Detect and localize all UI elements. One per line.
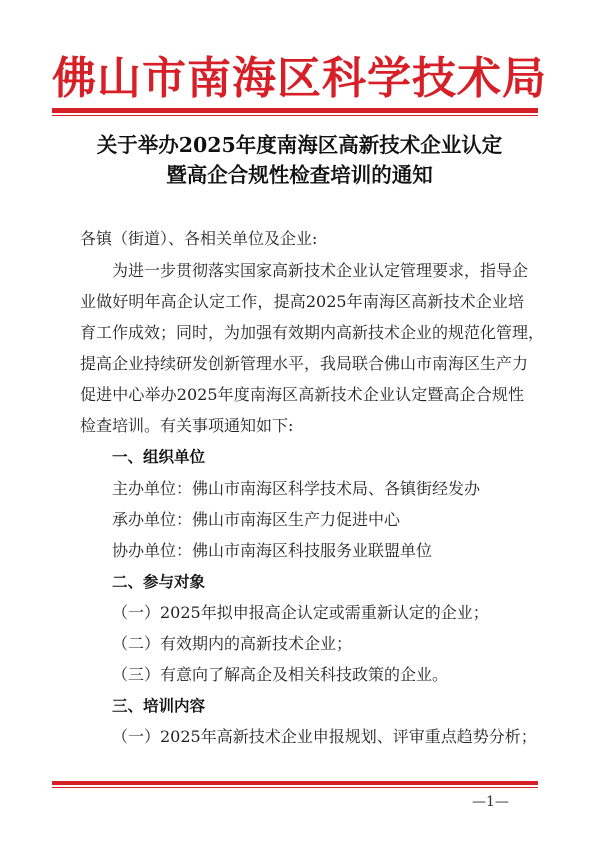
intro-line: 提高企业持续研发创新管理水平，我局联合佛山市南海区生产力: [80, 354, 529, 373]
section-heading-organizers: 一、组织单位: [112, 448, 206, 466]
notice-title-line-1: 关于举办2025年度南海区高新技术企业认定: [96, 133, 503, 157]
intro-line: 检查培训。有关事项通知如下:: [80, 416, 294, 435]
section-heading-participants: 二、参与对象: [112, 573, 206, 591]
footer-rule-thick: [52, 781, 538, 785]
notice-title-line-2: 暨高企合规性检查培训的通知: [166, 163, 433, 187]
section-heading-content: 三、培训内容: [112, 697, 206, 715]
content-item: （一）2025年高新技术企业申报规划、评审重点趋势分析；: [112, 727, 537, 746]
organizer-item: 协办单位：佛山市南海区科技服务业联盟单位: [112, 541, 433, 560]
intro-line: 业做好明年高企认定工作，提高2025年南海区高新技术企业培: [80, 292, 524, 311]
organizer-item: 主办单位：佛山市南海区科学技术局、各镇街经发办: [112, 479, 481, 498]
salutation: 各镇（街道）、各相关单位及企业:: [80, 229, 318, 248]
masthead-rule-thick: [52, 108, 538, 113]
masthead-title: 佛山市南海区科学技术局: [52, 53, 547, 104]
intro-line: 促进中心举办2025年度南海区高新技术企业认定暨高企合规性: [80, 385, 524, 404]
participant-item: （三）有意向了解高企及相关科技政策的企业。: [112, 665, 449, 684]
participant-item: （一）2025年拟申报高企认定或需重新认定的企业；: [112, 603, 489, 622]
intro-line: 为进一步贯彻落实国家高新技术企业认定管理要求，指导企: [112, 261, 529, 280]
page-number: —1—: [472, 794, 509, 810]
organizer-item: 承办单位：佛山市南海区生产力促进中心: [112, 510, 401, 529]
footer-rule-thin: [52, 787, 538, 788]
masthead-rule-thin: [52, 115, 538, 116]
intro-line: 育工作成效；同时，为加强有效期内高新技术企业的规范化管理，: [80, 323, 545, 342]
participant-item: （二）有效期内的高新技术企业；: [112, 634, 353, 653]
